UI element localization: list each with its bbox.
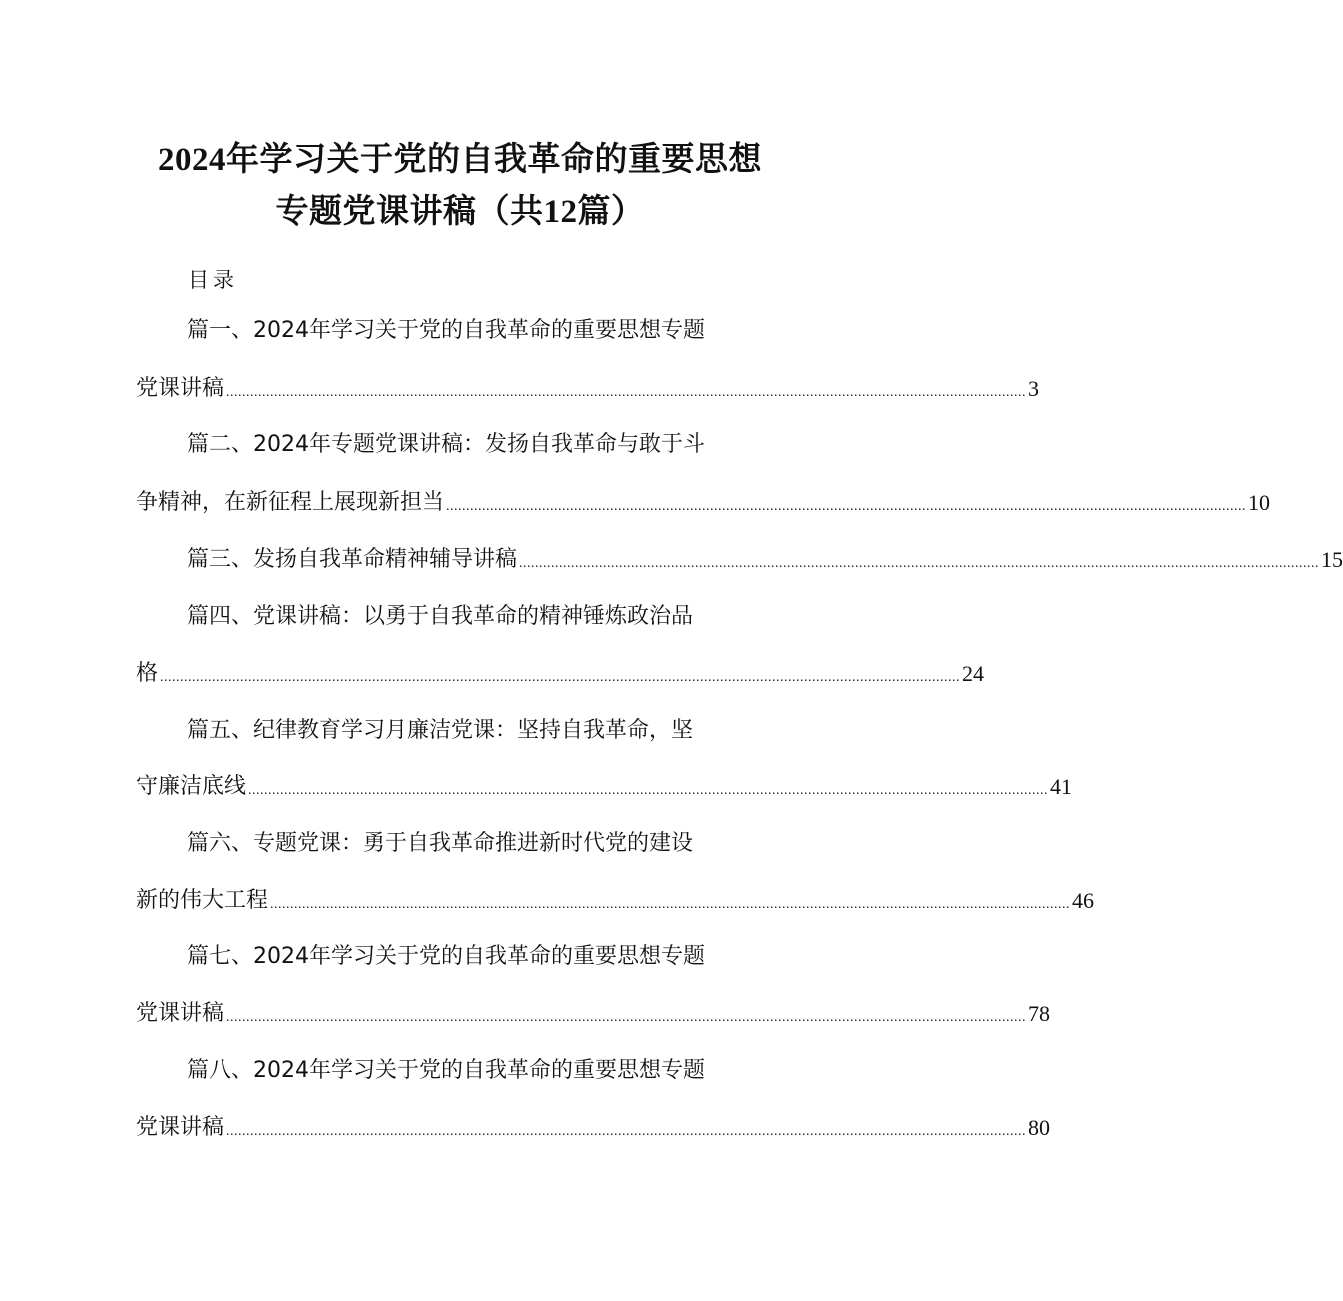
- toc-entry-8-line-2[interactable]: [136, 1113, 1051, 1143]
- toc-entry-1-page: 3: [1028, 376, 1040, 401]
- toc-entry-2-title: 争精神，在新征程上展现新担当: [136, 490, 445, 515]
- leader-dots: ........................................................................................................................................................................................................: [446, 499, 1247, 514]
- toc-entry-2-line-2[interactable]: [136, 488, 1271, 518]
- document-title-line-1: [0, 133, 920, 180]
- title-pre: 专题党课讲稿（共: [275, 191, 544, 230]
- toc-entry-4-page: 24: [962, 661, 985, 686]
- toc-entry-6-line-1[interactable]: 篇六、专题党课：勇于自我革命推进新时代党的建设: [187, 831, 694, 856]
- title-count: 12: [543, 194, 578, 230]
- toc-entry-7-page: 78: [1028, 1001, 1051, 1026]
- toc-entry-7-line-1[interactable]: 篇七、2024年学习关于党的自我革命的重要思想专题: [187, 944, 705, 969]
- leader-dots: ........................................................................................................................................................................................................: [226, 385, 1027, 400]
- toc-entry-5-page: 41: [1050, 774, 1073, 799]
- toc-entry-8-title: 党课讲稿: [136, 1115, 225, 1140]
- toc-entry-6-title: 新的伟大工程: [136, 888, 269, 913]
- leader-dots: ........................................................................................................................................................................................................: [270, 897, 1071, 912]
- title-text: 年学习关于党的自我革命的重要思想: [226, 139, 762, 178]
- toc-entry-2-line-1[interactable]: 篇二、2024年专题党课讲稿：发扬自我革命与敢于斗: [187, 432, 705, 457]
- leader-dots: ........................................................................................................................................................................................................: [160, 670, 961, 685]
- toc-entry-6-page: 46: [1072, 888, 1095, 913]
- leader-dots: ........................................................................................................................................................................................................: [248, 783, 1049, 798]
- toc-entry-4-line-2[interactable]: [136, 659, 985, 689]
- toc-heading: 目录: [188, 268, 238, 292]
- toc-entry-5-line-2[interactable]: [136, 772, 1073, 802]
- toc-entry-3-title: 篇三、发扬自我革命精神辅导讲稿: [187, 547, 518, 572]
- leader-dots: ........................................................................................................................................................................................................: [226, 1010, 1027, 1025]
- toc-entry-2-page: 10: [1248, 490, 1271, 515]
- toc-entry-6-line-2[interactable]: [136, 886, 1095, 916]
- title-year: 2024: [158, 142, 226, 178]
- toc-entry-1-line-1[interactable]: 篇一、2024年学习关于党的自我革命的重要思想专题: [187, 318, 705, 343]
- toc-entry-5-line-1[interactable]: 篇五、纪律教育学习月廉洁党课：坚持自我革命，坚: [187, 718, 694, 743]
- toc-entry-7-line-2[interactable]: [136, 999, 1051, 1029]
- toc-entry-5-title: 守廉洁底线: [136, 774, 247, 799]
- toc-entry-1-line-2[interactable]: [136, 374, 1040, 404]
- toc-entry-3-page: 15: [1321, 547, 1343, 572]
- toc-entry-4-line-1[interactable]: 篇四、党课讲稿：以勇于自我革命的精神锤炼政治品: [187, 604, 694, 629]
- document-title-line-2: [0, 185, 920, 232]
- toc-entry-3-line-1[interactable]: [187, 545, 1343, 575]
- toc-entry-8-line-1[interactable]: 篇八、2024年学习关于党的自我革命的重要思想专题: [187, 1058, 705, 1083]
- leader-dots: ........................................................................................................................................................................................................: [519, 556, 1320, 571]
- title-post: 篇）: [577, 191, 645, 230]
- toc-entry-7-title: 党课讲稿: [136, 1001, 225, 1026]
- toc-entry-1-title: 党课讲稿: [136, 376, 225, 401]
- toc-entry-8-page: 80: [1028, 1115, 1051, 1140]
- toc-entry-4-title: 格: [136, 661, 159, 686]
- leader-dots: ........................................................................................................................................................................................................: [226, 1124, 1027, 1139]
